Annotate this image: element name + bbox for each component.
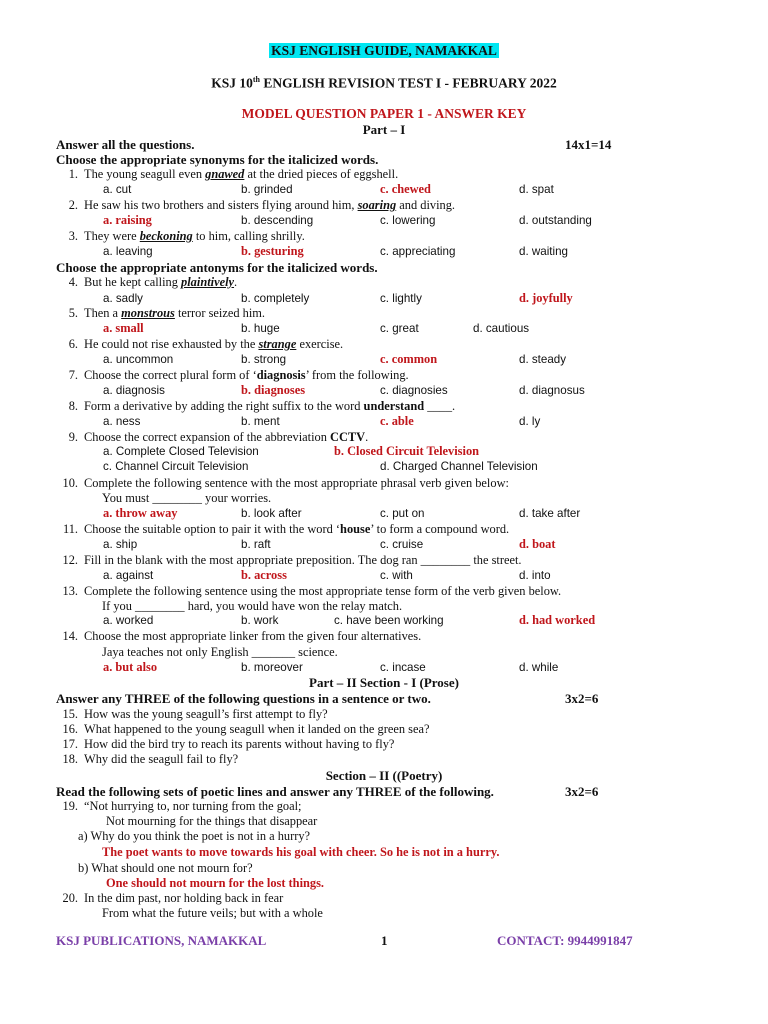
q7-option-d: d. diagnosus	[519, 384, 585, 397]
section2-marks: 3x2=6	[565, 784, 599, 799]
q4-option-a: a. sadly	[103, 292, 143, 305]
q13-option-d-answer: d. had worked	[519, 613, 596, 627]
question-5: 5. Then a monstrous terror seized him.	[68, 306, 266, 320]
question-20: 20. In the dim past, nor holding back in fear	[62, 891, 284, 905]
section2-instruction: Read the following sets of poetic lines and answer any THREE of the following.	[56, 784, 494, 799]
q2-option-a-answer: a. raising	[103, 213, 152, 227]
q14-option-a-answer: a. but also	[103, 660, 158, 674]
q6-option-a: a. uncommon	[103, 353, 174, 366]
q4-option-b: b. completely	[241, 292, 310, 305]
q2-option-b: b. descending	[241, 214, 314, 227]
q3-option-a: a. leaving	[103, 245, 153, 258]
q11-option-d-answer: d. boat	[519, 537, 556, 551]
q3-option-d: d. waiting	[519, 245, 568, 258]
q7-option-b-answer: b. diagnoses	[241, 383, 306, 397]
question-16: 16. What happened to the young seagull when it landed on the green sea?	[62, 722, 430, 736]
question-19a: a) Why do you think the poet is not in a hurry?	[78, 829, 311, 843]
q6-option-b: b. strong	[241, 353, 287, 366]
q12-option-b-answer: b. across	[241, 568, 287, 582]
q8-option-d: d. ly	[519, 415, 541, 428]
question-20-line2: From what the future veils; but with a whole	[102, 906, 323, 920]
q3-option-b-answer: b. gesturing	[241, 244, 304, 258]
part1-instruction: Answer all the questions.	[56, 137, 195, 152]
q11-option-c: c. cruise	[380, 538, 424, 551]
model-title: MODEL QUESTION PAPER 1 - ANSWER KEY	[241, 106, 527, 121]
question-2: 2. He saw his two brothers and sisters flying around him, soaring and diving.	[68, 198, 456, 212]
question-15: 15. How was the young seagull’s first attempt to fly?	[62, 707, 328, 721]
q13-option-c: c. have been working	[334, 614, 444, 627]
question-11: 11. Choose the suitable option to pair it with the word ‘house’ to form a compound word.	[62, 522, 510, 536]
question-3: 3. They were beckoning to him, calling shrilly.	[68, 229, 305, 243]
question-14-line2: Jaya teaches not only English _______ science.	[102, 645, 338, 659]
q9-option-a: a. Complete Closed Television	[103, 445, 259, 458]
q1-option-b: b. grinded	[241, 183, 293, 196]
q5-option-b: b. huge	[241, 322, 280, 335]
footer-contact: CONTACT: 9944991847	[497, 933, 633, 948]
q1-option-a: a. cut	[103, 183, 132, 196]
question-19: 19. “Not hurrying to, nor turning from the goal;	[62, 799, 302, 813]
guide-title: KSJ ENGLISH GUIDE, NAMAKKAL	[271, 43, 497, 58]
question-14: 14. Choose the most appropriate linker from the given four alternatives.	[62, 629, 422, 643]
answer-19b: One should not mourn for the lost things.	[106, 876, 325, 890]
q5-option-a-answer: a. small	[103, 321, 144, 335]
synonyms-heading: Choose the appropriate synonyms for the italicized words.	[56, 152, 379, 167]
q1-option-c-answer: c. chewed	[380, 182, 431, 196]
question-12: 12. Fill in the blank with the most appropriate preposition. The dog ran ________ the street.	[62, 553, 522, 567]
q8-option-a: a. ness	[103, 415, 141, 428]
q10-option-a-answer: a. throw away	[103, 506, 178, 520]
footer-publisher: KSJ PUBLICATIONS, NAMAKKAL	[56, 933, 267, 948]
q5-option-c: c. great	[380, 322, 419, 335]
q12-option-a: a. against	[103, 569, 154, 582]
q2-option-d: d. outstanding	[519, 214, 592, 227]
question-6: 6. He could not rise exhausted by the strange exercise.	[68, 337, 344, 351]
question-4: 4. But he kept calling plaintively.	[68, 275, 238, 289]
q5-option-d: d. cautious	[473, 322, 530, 335]
q12-option-d: d. into	[519, 569, 551, 582]
q11-option-b: b. raft	[241, 538, 271, 551]
section2-heading: Section – II ((Poetry)	[325, 768, 443, 783]
q8-option-b: b. ment	[241, 415, 280, 428]
q6-option-d: d. steady	[519, 353, 567, 366]
question-10: 10. Complete the following sentence with the most appropriate phrasal verb given below:	[62, 476, 509, 490]
question-13-line2: If you ________ hard, you would have won the relay match.	[102, 599, 403, 613]
q10-option-c: c. put on	[380, 507, 425, 520]
q9-option-d: d. Charged Channel Television	[380, 460, 538, 473]
question-19b: b) What should one not mourn for?	[78, 861, 253, 875]
q13-option-a: a. worked	[103, 614, 154, 627]
question-8: 8. Form a derivative by adding the right suffix to the word understand ____.	[68, 399, 456, 413]
q7-option-c: c. diagnosies	[380, 384, 448, 397]
q9-option-b-answer: b. Closed Circuit Television	[334, 444, 480, 458]
page-number: 1	[381, 933, 388, 948]
antonyms-heading: Choose the appropriate antonyms for the italicized words.	[56, 260, 378, 275]
q1-option-d: d. spat	[519, 183, 554, 196]
test-title: KSJ 10th ENGLISH REVISION TEST I - FEBRUARY 2022	[211, 75, 557, 91]
q14-option-d: d. while	[519, 661, 559, 674]
question-19-line2: Not mourning for the things that disappear	[106, 814, 318, 828]
q12-option-c: c. with	[380, 569, 413, 582]
q4-option-c: c. lightly	[380, 292, 422, 305]
question-9: 9. Choose the correct expansion of the abbreviation CCTV.	[68, 430, 369, 444]
part1-marks: 14x1=14	[565, 137, 612, 152]
q3-option-c: c. appreciating	[380, 245, 456, 258]
q14-option-c: c. incase	[380, 661, 426, 674]
q9-option-c: c. Channel Circuit Television	[103, 460, 249, 473]
q8-option-c-answer: c. able	[380, 414, 414, 428]
question-18: 18. Why did the seagull fail to fly?	[62, 752, 239, 766]
q4-option-d-answer: d. joyfully	[519, 291, 573, 305]
q10-option-b: b. look after	[241, 507, 302, 520]
question-17: 17. How did the bird try to reach its parents without having to fly?	[62, 737, 395, 751]
q7-option-a: a. diagnosis	[103, 384, 165, 397]
part2-marks: 3x2=6	[565, 691, 599, 706]
question-1: 1. The young seagull even gnawed at the dried pieces of eggshell.	[68, 167, 399, 181]
part2-heading: Part – II Section - I (Prose)	[309, 675, 459, 690]
q11-option-a: a. ship	[103, 538, 138, 551]
q2-option-c: c. lowering	[380, 214, 436, 227]
question-7: 7. Choose the correct plural form of ‘diagnosis’ from the following.	[68, 368, 409, 382]
part2-instruction: Answer any THREE of the following questions in a sentence or two.	[56, 691, 431, 706]
q10-option-d: d. take after	[519, 507, 581, 520]
question-10-line2: You must ________ your worries.	[102, 491, 272, 505]
q13-option-b: b. work	[241, 614, 279, 627]
q14-option-b: b. moreover	[241, 661, 303, 674]
answer-19a: The poet wants to move towards his goal with cheer. So he is not in a hurry.	[102, 845, 500, 859]
question-13: 13. Complete the following sentence using the most appropriate tense form of the verb given below.	[62, 584, 562, 598]
q6-option-c-answer: c. common	[380, 352, 438, 366]
part1-heading: Part – I	[362, 122, 406, 137]
